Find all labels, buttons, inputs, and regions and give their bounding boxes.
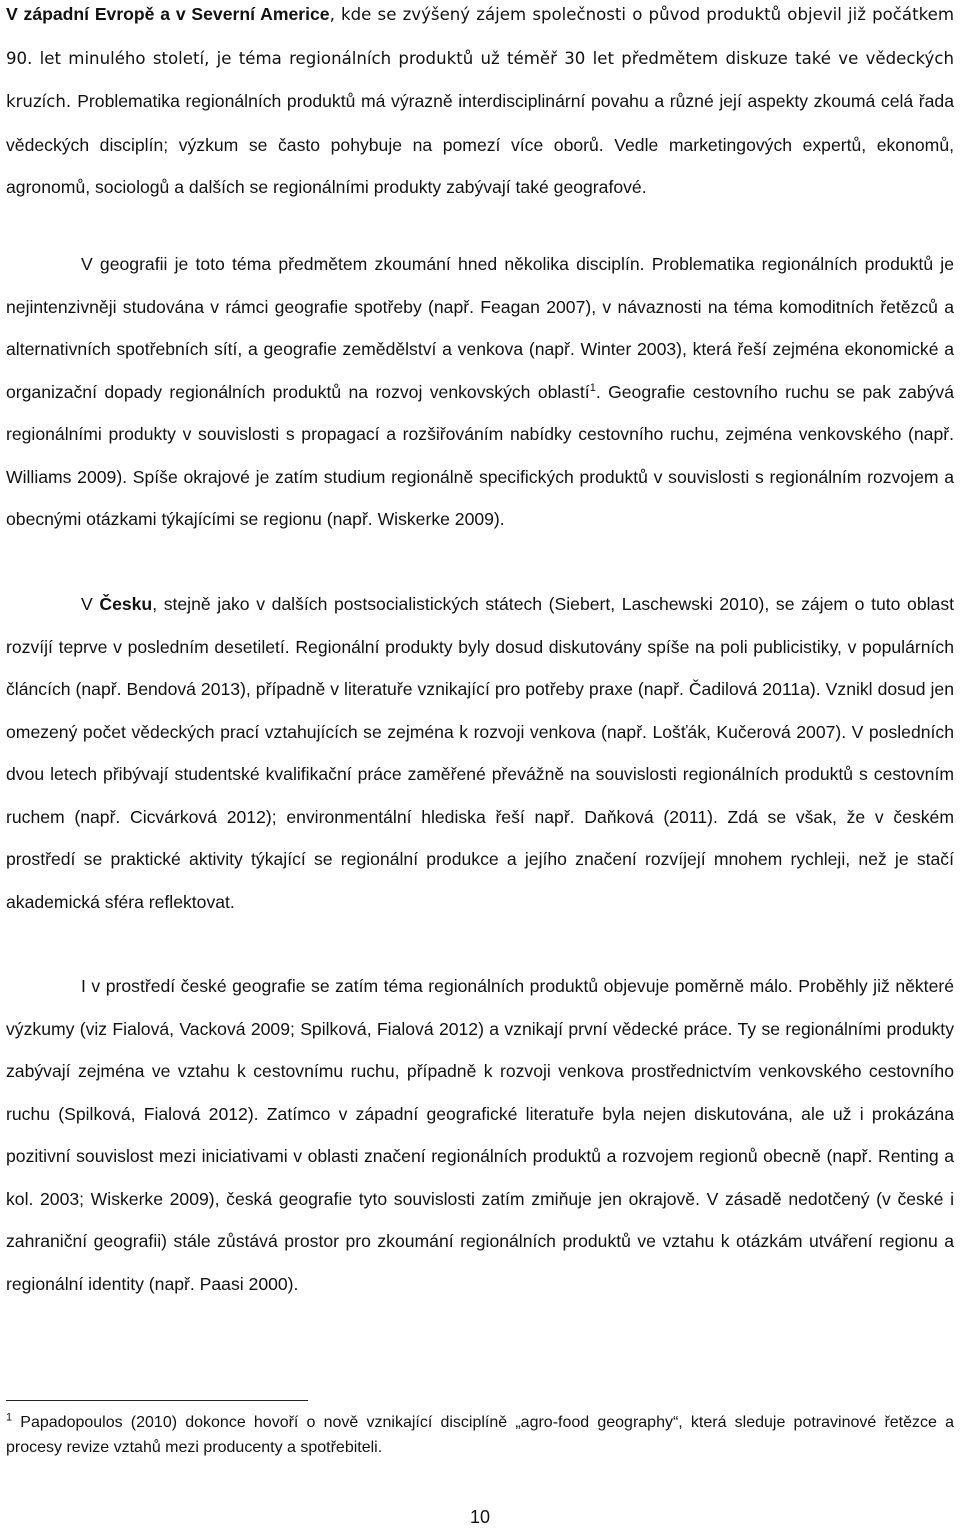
footnote-text: Papadopoulos (2010) dokonce hovoří o nově vznikající disciplíně „agro-food geography“, která sleduje potravinové řetězce a procesy revize vztahů mezi producenty a spotřebiteli.: [6, 1414, 954, 1456]
paragraph-2-text-a: V geografii je toto téma předmětem zkoumání hned několika disciplín. Problematika regionálních produktů je nejintenzivněji studována v rámci geografie spotřeby (např. Feagan 2007), v návaznosti na téma komoditních řetězců a alternativních spotřebních sítí, a geografie zemědělství a venkova (např. Winter 2003), která řeší zejména ekonomické a organizační dopady regionálních produktů na rozvoj venkovských oblastí: [6, 254, 954, 402]
paragraph-3: [6, 583, 954, 923]
paragraph-3-bold: Česku: [99, 594, 153, 614]
footnote-ref[interactable]: 1: [589, 381, 596, 394]
paragraph-4-text: I v prostředí české geografie se zatím téma regionálních produktů objevuje poměrně málo. Proběhly již některé výzkumy (viz Fialová, Vacková 2009; Spilková, Fialová 2012) a vznikají první vědecké práce. Ty se regionálními produkty zabývají zejména ve vztahu k cestovnímu ruchu, případně k rozvoji venkova prostřednictvím venkovského cestovního ruchu (Spilková, Fialová 2012). Zatímco v západní geografické literatuře byla nejen diskutována, ale už i prokázána pozitivní souvislost mezi iniciativami v oblasti značení regionálních produktů a rozvojem regionů obecně (např. Renting a kol. 2003; Wiskerke 2009), česká geografie tyto souvislosti zatím zmiňuje jen okrajově. V zásadě nedotčený (v české i zahraniční geografii) stále zůstává prostor pro zkoumání regionálních produktů ve vztahu k otázkám utváření regionu a regionální identity (např. Paasi 2000).: [6, 976, 954, 1294]
paragraph-1-text-b: Problematika regionálních produktů má výrazně interdisciplinární povahu a různé její aspekty zkoumá celá řada vědeckých disciplín; výzkum se často pohybuje na pomezí více oborů. Vedle marketingových expertů, ekonomů, agronomů, sociologů a dalších se regionálními produkty zabývají také geografové.: [6, 91, 954, 197]
paragraph-3-text-a: , stejně jako v dalších postsocialistických státech (Siebert, Laschewski 2010), se zájem o tuto oblast rozvíjí teprve v posledním desetiletí. Regionální produkty byly dosud diskutovány spíše na poli publicistiky, v populárních článcích (např. Bendová 2013), případně v literatuře vznikající pro potřeby praxe (např. Čadilová 2011a). Vznikl dosud jen omezený počet vědeckých prací vztahujících se zejména k rozvoji venkova (např. Lošťák, Kučerová 2007). V posledních dvou letech přibývají studentské kvalifikační práce zaměřené převážně na souvislosti regionálních produktů s cestovním ruchem (např. Cicvárková 2012); environmentální hlediska řeší např. Daňková (2011). Zdá se však, že v českém prostředí se praktické aktivity týkající se regionální produkce a jejího značení rozvíjejí mnohem rychleji, než je stačí akademická sféra reflektovat.: [6, 594, 955, 912]
paragraph-1-bold: V západní Evropě a v Severní Americe: [6, 4, 330, 24]
footnote-mark: 1: [6, 1411, 13, 1424]
footnote: [6, 1410, 954, 1460]
footnote-separator: [6, 1400, 308, 1401]
paragraph-1-text-a: , kde se zvýšený zájem společnosti o původ produktů objevil již počátkem 90. let minulého století, je téma regionálních produktů už téměř 30 let předmětem diskuze také ve vědeckých kruzích.: [6, 5, 954, 111]
paragraph-2: [6, 243, 954, 541]
paragraph-1: [6, 0, 954, 209]
paragraph-4: [6, 965, 954, 1305]
page-number: 10: [469, 1507, 491, 1527]
paragraph-3-text-0: V: [81, 594, 100, 614]
paragraph-2-text-b: . Geografie cestovního ruchu se pak zabývá regionálními produkty v souvislosti s propagací a rozšiřováním nabídky cestovního ruchu, zejména venkovského (např. Williams 2009). Spíše okrajové je zatím studium regionálně specifických produktů v souvislosti s regionálním rozvojem a obecnými otázkami týkajícími se regionu (např. Wiskerke 2009).: [6, 381, 955, 529]
